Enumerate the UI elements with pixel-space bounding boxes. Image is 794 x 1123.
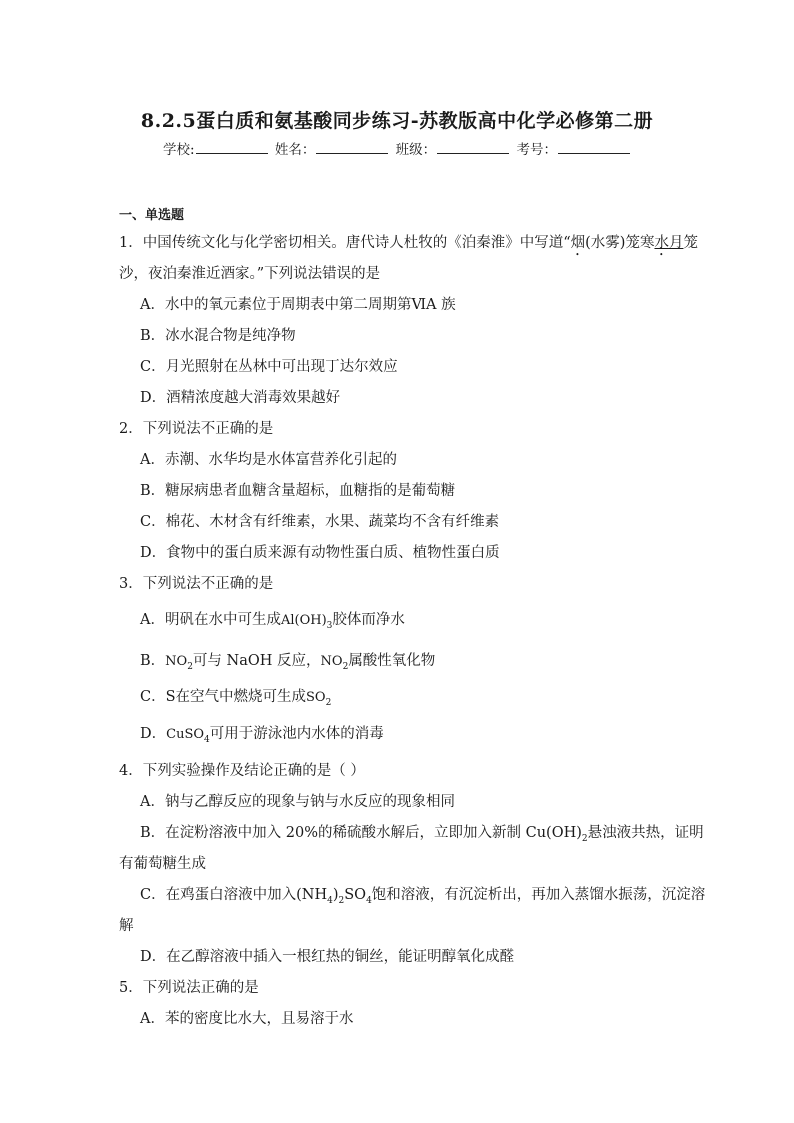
q2-option-a[interactable]: A．赤潮、水华均是水体富营养化引起的 (140, 452, 397, 468)
q4-c-text: C．在鸡蛋白溶液中加入(NH (140, 887, 328, 903)
q2-option-c[interactable]: C．棉花、木材含有纤维素，水果、蔬菜均不含有纤维素 (140, 514, 500, 530)
q3-option-c[interactable] (140, 685, 331, 708)
q1-option-b[interactable]: B．冰水混合物是纯净物 (140, 328, 296, 344)
q4-c-paren: ) (332, 887, 339, 903)
q4-c-formula: SO (344, 887, 367, 903)
q1-text-b: (水雾)笼寒 (585, 235, 655, 251)
q4-stem: 4．下列实验操作及结论正确的是（ ） (119, 763, 365, 779)
q3-c-formula: SO (306, 690, 326, 705)
q3-b-formula-2: NO (320, 654, 343, 669)
q2-stem: 2．下列说法不正确的是 (119, 421, 274, 437)
q1-emphasis-3: 月 (668, 235, 684, 251)
q1-stem-line2: 沙，夜泊秦淮近酒家。”下列说法错误的是 (119, 266, 381, 282)
student-info-row (0, 138, 794, 158)
q4-option-d[interactable]: D．在乙醇溶液中插入一根红热的铜丝，能证明醇氧化成醛 (140, 949, 515, 965)
q2-option-d[interactable]: D．食物中的蛋白质来源有动物性蛋白质、植物性蛋白质 (140, 545, 500, 561)
class-blank[interactable] (437, 141, 509, 154)
q4-option-b-line1[interactable] (140, 821, 704, 844)
name-blank[interactable] (316, 141, 388, 154)
q3-c-text: C．S在空气中燃烧可生成 (140, 689, 307, 705)
q4-option-c-line2: 解 (119, 918, 134, 934)
q1-emphasis-1: 烟 (570, 235, 586, 251)
q3-option-d[interactable] (140, 722, 384, 745)
q3-a-subscript: 3 (326, 620, 333, 631)
class-label: 班级： (395, 142, 437, 158)
q4-option-c-line1[interactable] (140, 883, 705, 906)
name-label: 姓名： (274, 142, 316, 158)
q2-option-b[interactable]: B．糖尿病患者血糖含量超标，血糖指的是葡萄糖 (140, 483, 456, 499)
q1-option-c[interactable]: C．月光照射在丛林中可出现丁达尔效应 (140, 359, 398, 375)
section-heading: 一、单选题 (119, 208, 185, 223)
q3-option-b[interactable] (140, 649, 435, 672)
school-blank[interactable] (196, 141, 268, 154)
q5-option-a[interactable]: A．苯的密度比水大，且易溶于水 (140, 1011, 354, 1027)
q3-b-formula-1: NO (165, 654, 188, 669)
q1-stem-line1 (119, 231, 698, 259)
q4-option-b-line2: 有葡萄糖生成 (119, 856, 206, 872)
q1-text-c: 笼 (683, 235, 698, 251)
q1-emphasis-2: 水 (654, 235, 669, 251)
q3-d-formula: CuSO (166, 727, 205, 742)
q3-b-subscript-1: 2 (187, 661, 193, 672)
q3-stem: 3．下列说法不正确的是 (119, 576, 274, 592)
q3-b-subscript-2: 2 (342, 661, 349, 672)
number-blank[interactable] (558, 141, 630, 154)
page-title: 8.2.5蛋白质和氨基酸同步练习-苏教版高中化学必修第二册 (140, 110, 654, 132)
q5-stem: 5．下列说法正确的是 (119, 980, 259, 996)
q4-b-subscript: 2 (581, 833, 588, 844)
q4-b-text-end: 悬浊液共热，证明 (587, 825, 704, 841)
q4-option-a[interactable]: A．钠与乙醇反应的现象与钠与水反应的现象相同 (140, 794, 455, 810)
q3-a-formula: Al(OH) (280, 613, 327, 628)
q3-d-subscript: 4 (204, 734, 210, 745)
q4-c-text-end: 饱和溶液，有沉淀析出，再加入蒸馏水振荡，沉淀溶 (371, 887, 706, 903)
q4-c-subscript-3: 4 (366, 895, 372, 906)
q3-option-a[interactable] (140, 608, 405, 631)
q4-c-subscript-1: 4 (327, 895, 333, 906)
q3-c-subscript: 2 (325, 697, 332, 708)
q1-option-a[interactable]: A．水中的氧元素位于周期表中第二周期第ⅥA 族 (140, 297, 456, 313)
q3-d-text: D． (140, 726, 167, 742)
q3-b-text-mid: 可与 NaOH 反应， (192, 653, 321, 669)
q3-a-text-end: 胶体而净水 (332, 612, 405, 628)
q3-d-text-end: 可用于游泳池内水体的消毒 (209, 726, 384, 742)
q4-b-text: B．在淀粉溶液中加入 20%的稀硫酸水解后，立即加入新制 Cu(OH) (140, 825, 582, 841)
q3-b-text: B． (140, 653, 166, 669)
number-label: 考号： (516, 142, 557, 158)
q1-text-a: 1．中国传统文化与化学密切相关。唐代诗人杜牧的《泊秦淮》中写道“ (119, 235, 571, 251)
q1-option-d[interactable]: D．酒精浓度越大消毒效果越好 (140, 390, 341, 406)
q4-c-subscript-2: 2 (338, 895, 345, 906)
school-label: 学校: (163, 142, 195, 158)
q3-a-text: A．明矾在水中可生成 (140, 612, 281, 628)
q3-b-text-end: 属酸性氧化物 (348, 653, 436, 669)
